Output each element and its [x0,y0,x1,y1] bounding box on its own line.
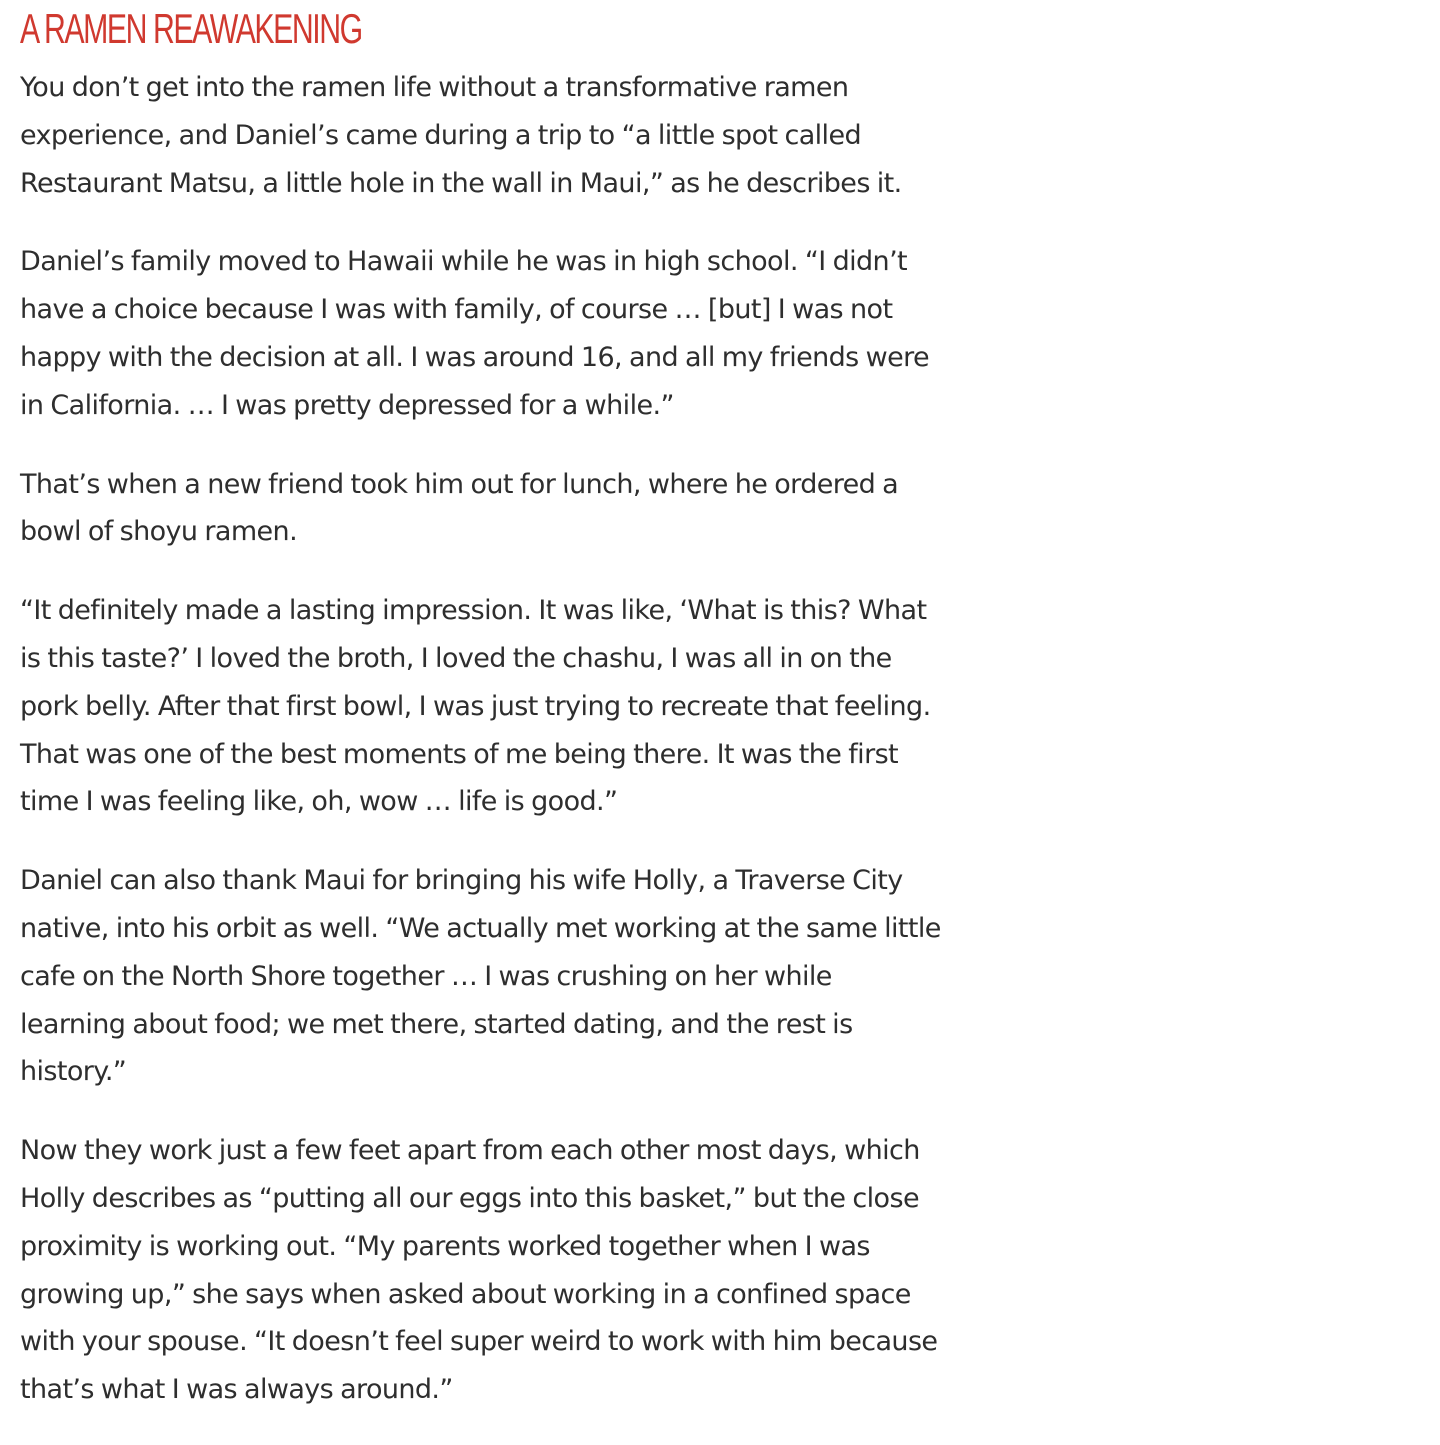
paragraph-line: Daniel can also thank Maui for bringing his wife Holly, a Traverse City [20,865,903,897]
paragraph-1 [20,64,1070,207]
paragraph-line: “It definitely made a lasting impression. It was like, ‘What is this? What [20,595,927,627]
section-heading: A RAMEN REAWAKENING [20,5,362,52]
paragraph-line: have a choice because I was with family, of course … [but] I was not [20,294,893,326]
paragraph-line: bowl of shoyu ramen. [20,516,298,548]
paragraph-line: is this taste?’ I loved the broth, I loved the chashu, I was all in on the [20,642,892,674]
paragraph-2 [20,238,1070,429]
paragraph-line: Restaurant Matsu, a little hole in the wall in Maui,” as he describes it. [20,167,902,199]
paragraph-line: pork belly. After that first bowl, I was just trying to recreate that feeling. [20,690,931,722]
paragraph-line: history.” [20,1056,127,1088]
paragraph-line: Holly describes as “putting all our eggs into this basket,” but the close [20,1182,919,1214]
article [20,0,1070,1445]
paragraph-line: Now they work just a few feet apart from each other most days, which [20,1135,920,1167]
paragraph-line: experience, and Daniel’s came during a trip to “a little spot called [20,119,862,151]
paragraph-line: Daniel’s family moved to Hawaii while he was in high school. “I didn’t [20,246,908,278]
paragraph-6 [20,1127,1070,1414]
paragraph-line: That’s when a new friend took him out for lunch, where he ordered a [20,468,899,500]
paragraph-line: native, into his orbit as well. “We actually met working at the same little [20,912,941,944]
paragraph-line: That was one of the best moments of me being there. It was the first [20,738,899,770]
paragraph-line: with your spouse. “It doesn’t feel super weird to work with him because [20,1326,938,1358]
paragraph-line: learning about food; we met there, started dating, and the rest is [20,1008,853,1040]
paragraph-5 [20,857,1070,1096]
paragraph-line: happy with the decision at all. I was around 16, and all my friends were [20,341,930,373]
paragraph-line: time I was feeling like, oh, wow … life is good.” [20,786,618,818]
paragraph-line: cafe on the North Shore together … I was crushing on her while [20,960,832,992]
paragraph-line: that’s what I was always around.” [20,1374,453,1406]
paragraph-line: You don’t get into the ramen life without a transformative ramen [20,72,849,103]
paragraph-line: in California. … I was pretty depressed for a while.” [20,389,674,421]
paragraph-line: growing up,” she says when asked about working in a confined space [20,1278,911,1310]
paragraph-4 [20,587,1070,826]
paragraph-3 [20,461,1070,557]
paragraph-line: proximity is working out. “My parents worked together when I was [20,1230,870,1262]
